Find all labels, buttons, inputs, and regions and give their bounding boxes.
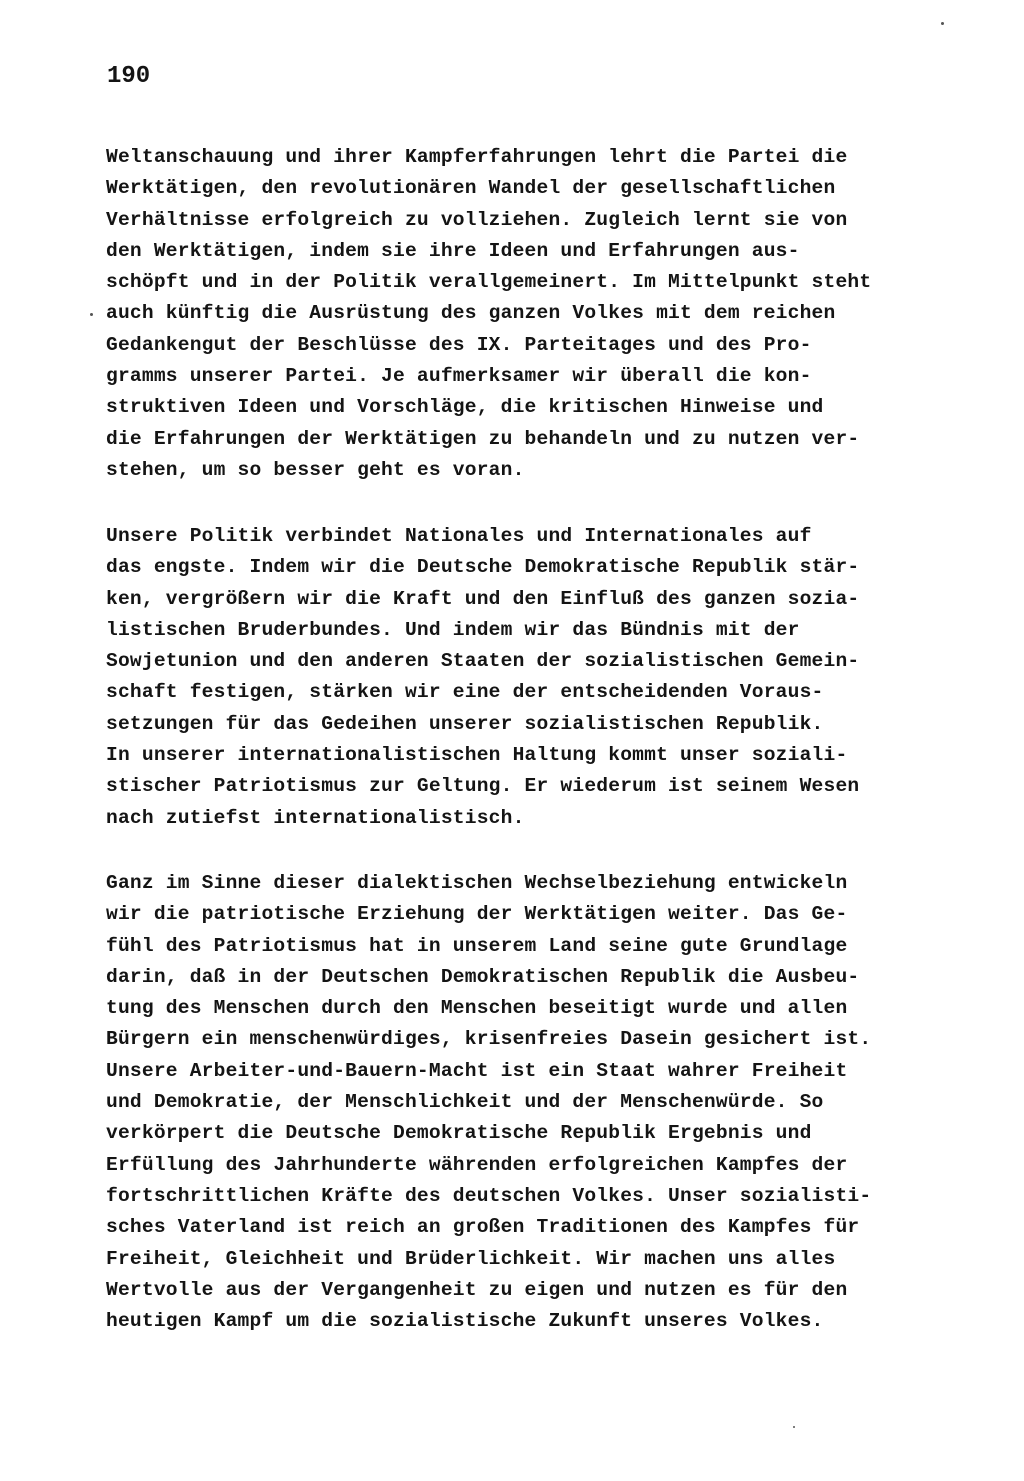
paragraph-3 bbox=[106, 868, 946, 1337]
paragraph-1 bbox=[106, 142, 946, 486]
text-line: verkörpert die Deutsche Demokratische Republik Ergebnis und bbox=[106, 1122, 812, 1145]
text-line: die Erfahrungen der Werktätigen zu behandeln und zu nutzen ver- bbox=[106, 427, 860, 450]
text-line: fortschrittlichen Kräfte des deutschen Volkes. Unser sozialisti- bbox=[106, 1184, 872, 1207]
page-number: 190 bbox=[107, 63, 151, 90]
text-line: In unserer internationalistischen Haltung kommt unser soziali- bbox=[106, 744, 848, 767]
text-line: darin, daß in der Deutschen Demokratischen Republik die Ausbeu- bbox=[106, 965, 860, 988]
scan-speck bbox=[941, 22, 944, 25]
text-line: Gedankengut der Beschlüsse des IX. Parteitages und des Pro- bbox=[106, 333, 812, 356]
scan-speck bbox=[90, 313, 93, 316]
text-line: listischen Bruderbundes. Und indem wir das Bündnis mit der bbox=[106, 618, 800, 641]
text-line: nach zutiefst internationalistisch. bbox=[106, 806, 525, 829]
text-line: Bürgern ein menschenwürdiges, krisenfreies Dasein gesichert ist. bbox=[106, 1028, 872, 1051]
text-line: wir die patriotische Erziehung der Werktätigen weiter. Das Ge- bbox=[106, 903, 848, 926]
text-line: auch künftig die Ausrüstung des ganzen Volkes mit dem reichen bbox=[106, 302, 836, 325]
text-line: Weltanschauung und ihrer Kampferfahrungen lehrt die Partei die bbox=[106, 146, 848, 168]
text-line: und Demokratie, der Menschlichkeit und der Menschenwürde. So bbox=[106, 1091, 824, 1114]
text-line: setzungen für das Gedeihen unserer sozialistischen Republik. bbox=[106, 712, 824, 735]
text-line: ken, vergrößern wir die Kraft und den Einfluß des ganzen sozia- bbox=[106, 587, 860, 610]
text-line: Verhältnisse erfolgreich zu vollziehen. Zugleich lernt sie von bbox=[106, 208, 848, 231]
scan-speck bbox=[793, 1426, 795, 1428]
text-line: den Werktätigen, indem sie ihre Ideen und Erfahrungen aus- bbox=[106, 239, 800, 262]
text-line: das engste. Indem wir die Deutsche Demokratische Republik stär- bbox=[106, 556, 860, 579]
text-line: Wertvolle aus der Vergangenheit zu eigen und nutzen es für den bbox=[106, 1278, 848, 1301]
text-line: Sowjetunion und den anderen Staaten der sozialistischen Gemein- bbox=[106, 650, 860, 673]
text-line: gramms unserer Partei. Je aufmerksamer wir überall die kon- bbox=[106, 365, 812, 388]
text-line: Unsere Politik verbindet Nationales und Internationales auf bbox=[106, 525, 812, 547]
text-line: Freiheit, Gleichheit und Brüderlichkeit. Wir machen uns alles bbox=[106, 1247, 836, 1270]
text-line: schaft festigen, stärken wir eine der entscheidenden Voraus- bbox=[106, 681, 824, 704]
text-line: stehen, um so besser geht es voran. bbox=[106, 458, 525, 481]
text-line: sches Vaterland ist reich an großen Traditionen des Kampfes für bbox=[106, 1216, 860, 1239]
text-line: tung des Menschen durch den Menschen beseitigt wurde und allen bbox=[106, 997, 848, 1020]
text-line: Unsere Arbeiter-und-Bauern-Macht ist ein Staat wahrer Freiheit bbox=[106, 1059, 848, 1082]
text-line: heutigen Kampf um die sozialistische Zukunft unseres Volkes. bbox=[106, 1310, 824, 1333]
text-line: struktiven Ideen und Vorschläge, die kritischen Hinweise und bbox=[106, 396, 824, 419]
text-line: stischer Patriotismus zur Geltung. Er wiederum ist seinem Wesen bbox=[106, 775, 860, 798]
text-line: schöpft und in der Politik verallgemeinert. Im Mittelpunkt steht bbox=[106, 271, 872, 294]
text-line: Ganz im Sinne dieser dialektischen Wechselbeziehung entwickeln bbox=[106, 872, 848, 894]
text-line: Erfüllung des Jahrhunderte währenden erfolgreichen Kampfes der bbox=[106, 1153, 848, 1176]
paragraph-2 bbox=[106, 521, 946, 834]
text-line: fühl des Patriotismus hat in unserem Land seine gute Grundlage bbox=[106, 934, 848, 957]
text-line: Werktätigen, den revolutionären Wandel der gesellschaftlichen bbox=[106, 177, 836, 200]
